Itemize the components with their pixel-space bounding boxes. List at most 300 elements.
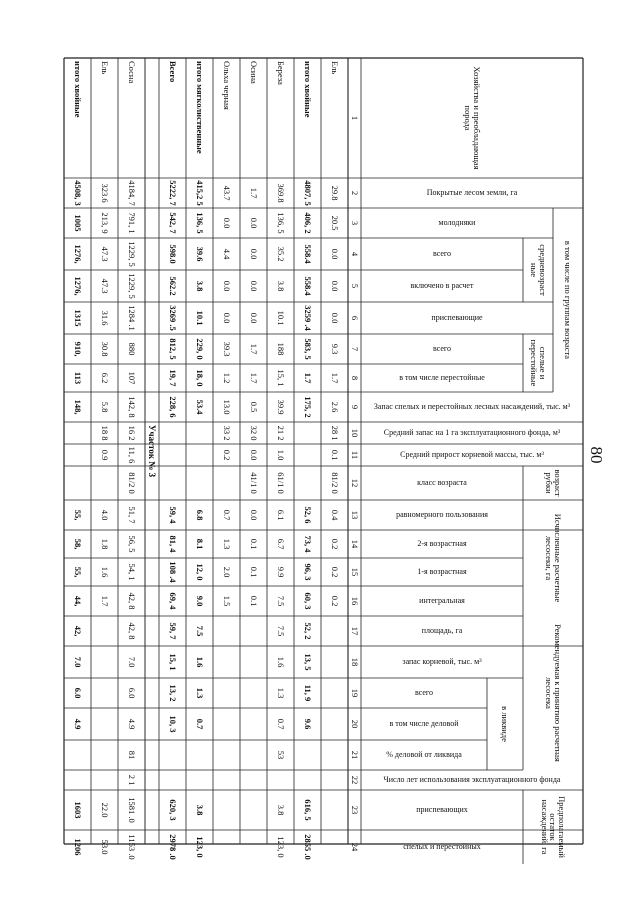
header-middle-total: всего — [432, 248, 451, 258]
data-cell: 22.0 — [99, 802, 110, 818]
data-cell: 1.8 — [99, 538, 110, 550]
data-cell — [213, 466, 240, 500]
data-cell: 21 2 — [275, 425, 286, 441]
column-number: 17 — [349, 626, 360, 636]
header-liquid-total: всего — [414, 687, 433, 697]
data-cell: 0.1 — [248, 566, 259, 578]
data-cell: 9.3 — [329, 343, 340, 355]
data-cell: 1.7 — [248, 343, 259, 355]
data-cell: 6.0 — [72, 687, 83, 699]
data-cell: 73, 4 — [302, 535, 313, 553]
data-cell: 6.8 — [194, 509, 205, 521]
data-cell: 108 .4 — [167, 561, 178, 583]
header-first-age: 1-я возрастная — [417, 566, 467, 576]
data-cell: 6.2 — [99, 372, 110, 384]
row-name: итого мягколиственные — [194, 61, 205, 154]
data-cell — [321, 646, 348, 678]
data-cell: 9.6 — [302, 718, 313, 730]
column-number: 5 — [349, 283, 360, 289]
data-cell: 53.4 — [194, 399, 205, 415]
data-cell: 542, 7 — [167, 212, 178, 234]
data-cell: 7.5 — [194, 625, 205, 637]
data-cell: 9.9 — [275, 566, 286, 578]
data-cell — [159, 466, 186, 500]
data-cell: 4.4 — [221, 248, 232, 260]
data-cell — [186, 444, 213, 466]
column-number: 11 — [349, 450, 360, 460]
data-cell: 4.0 — [99, 509, 110, 521]
data-cell: 15, 1 — [275, 369, 286, 387]
forest-fund-table — [72, 58, 583, 860]
data-cell: 60, 3 — [302, 592, 313, 610]
data-cell: 0.1 — [248, 538, 259, 550]
data-cell: 123, 0 — [275, 836, 286, 858]
data-cell: 213, 9 — [99, 212, 110, 234]
data-cell: 53.0 — [99, 839, 110, 855]
data-cell — [321, 790, 348, 830]
header-remaining-mature: спелых и перестойных — [403, 841, 481, 851]
data-cell: 1.6 — [99, 566, 110, 578]
column-number: 18 — [349, 657, 360, 667]
data-cell — [186, 770, 213, 790]
data-cell: 59, 4 — [167, 506, 178, 524]
data-cell — [64, 422, 91, 444]
column-number: 16 — [349, 596, 360, 606]
data-cell: 55, — [72, 566, 83, 578]
data-cell: 19, 7 — [167, 369, 178, 387]
header-integral: интегральная — [419, 595, 465, 605]
data-cell: 0.0 — [248, 280, 259, 292]
data-cell: 1.3 — [194, 687, 205, 699]
header-calculated-cuts: Исчисленные расчетные лесосеки, га — [544, 513, 563, 603]
data-cell: 1276, — [72, 244, 83, 264]
data-cell: 54, 1 — [126, 563, 137, 581]
column-number: 24 — [349, 842, 360, 852]
data-cell — [294, 770, 321, 790]
data-cell — [267, 770, 294, 790]
data-cell: 18 8 — [99, 425, 110, 441]
rotated-table-area — [72, 58, 583, 860]
data-cell: 598.0 — [167, 244, 178, 264]
data-cell: 7.5 — [275, 625, 286, 637]
row-name: Ель — [329, 61, 340, 75]
column-number: 14 — [349, 539, 360, 549]
data-cell: 59, 7 — [167, 622, 178, 640]
data-cell: 1229, 5 — [126, 273, 137, 299]
row-name: Ель — [99, 61, 110, 75]
data-cell: 0.2 — [329, 538, 340, 550]
data-cell — [294, 466, 321, 500]
data-cell: 4.9 — [126, 718, 137, 730]
data-cell — [321, 830, 348, 864]
data-cell: 2855 .0 — [302, 834, 313, 860]
data-cell: 1.3 — [221, 538, 232, 550]
header-middle-age: средневозраст ные — [529, 244, 548, 296]
data-cell — [213, 708, 240, 740]
data-cell: 3.8 — [275, 280, 286, 292]
data-cell: 1005 — [72, 214, 83, 232]
data-cell: 0.0 — [248, 449, 259, 461]
data-cell: 406, 2 — [302, 212, 313, 234]
row-name: Береза — [275, 61, 286, 85]
data-cell: 0.0 — [221, 312, 232, 324]
data-cell — [159, 770, 186, 790]
data-cell: 1153 .0 — [126, 834, 137, 860]
data-cell: 44, — [72, 595, 83, 607]
data-cell: 42, 8 — [126, 592, 137, 610]
data-cell: 1276, — [72, 276, 83, 296]
data-cell: 415,2 5 — [194, 180, 205, 206]
column-number: 2 — [349, 190, 360, 196]
data-cell: 58, — [72, 538, 83, 550]
data-cell: 791, 1 — [126, 212, 137, 234]
data-cell — [186, 466, 213, 500]
row-name: итого хвойные — [72, 61, 83, 118]
data-cell: 3259 .4 — [302, 305, 313, 331]
header-mature: спелые и перестойные — [529, 339, 548, 387]
row-name: Осина — [248, 61, 259, 84]
header-premature: приспевающие — [431, 312, 483, 322]
data-cell: 558.4 — [302, 276, 313, 296]
data-cell: 0.0 — [248, 312, 259, 324]
data-cell — [186, 422, 213, 444]
column-number: 7 — [349, 346, 360, 352]
header-mature-total: всего — [432, 343, 451, 353]
data-cell: 32 0 — [248, 425, 259, 441]
column-number: 12 — [349, 478, 360, 488]
data-cell: 47.3 — [99, 278, 110, 294]
data-cell: 4184, 7 — [126, 180, 137, 206]
data-cell: 28 1 — [329, 425, 340, 441]
data-cell: 1.7 — [302, 372, 313, 384]
data-cell: 175, 2 — [302, 396, 313, 418]
data-cell — [321, 770, 348, 790]
data-cell: 369.8 — [275, 183, 286, 203]
data-cell: 0.0 — [221, 280, 232, 292]
column-number: 6 — [349, 315, 360, 321]
data-cell: 0.0 — [221, 217, 232, 229]
data-cell: 0.5 — [248, 401, 259, 413]
data-cell — [159, 444, 186, 466]
data-cell: 0.0 — [329, 312, 340, 324]
row-name: Всего — [167, 61, 178, 83]
data-cell: 0.2 — [329, 566, 340, 578]
data-cell: 3.8 — [194, 804, 205, 816]
data-cell: 4.9 — [72, 718, 83, 730]
data-cell — [91, 740, 118, 770]
data-cell: 2.0 — [221, 566, 232, 578]
data-cell: 3.8 — [275, 804, 286, 816]
data-cell: 1.2 — [221, 372, 232, 384]
column-number: 15 — [349, 567, 360, 577]
data-cell: 9.0 — [194, 595, 205, 607]
data-cell: 0.0 — [329, 280, 340, 292]
header-young: молодняки — [438, 217, 476, 227]
data-cell: 52, 6 — [302, 506, 313, 524]
data-cell: 41/1 0 — [248, 472, 259, 494]
data-cell: 1.6 — [194, 656, 205, 668]
data-cell: 910, — [72, 341, 83, 357]
data-cell: 6.1 — [275, 509, 286, 521]
data-cell: 0.9 — [99, 449, 110, 461]
header-liquid: в ликвиде — [500, 706, 511, 742]
data-cell: 2 1 — [126, 774, 137, 786]
column-number: 10 — [349, 428, 360, 438]
data-cell: 229, 0 — [194, 338, 205, 360]
data-cell — [213, 830, 240, 864]
data-cell: 13, 2 — [167, 684, 178, 702]
data-cell — [64, 466, 91, 500]
data-cell: 323.6 — [99, 183, 110, 203]
data-cell: 6.0 — [126, 687, 137, 699]
data-cell: 96, 3 — [302, 563, 313, 581]
data-cell: 69, 4 — [167, 592, 178, 610]
data-cell: 107 — [126, 371, 137, 385]
data-cell — [64, 444, 91, 466]
data-cell — [213, 770, 240, 790]
data-cell: 5.8 — [99, 401, 110, 413]
data-cell: 13.0 — [221, 399, 232, 415]
data-cell: 81 — [126, 750, 137, 760]
data-cell: 35.2 — [275, 246, 286, 262]
data-cell: 0.4 — [329, 509, 340, 521]
data-cell — [294, 444, 321, 466]
data-cell: 81/2 0 — [329, 472, 340, 494]
data-cell — [213, 616, 240, 646]
data-cell — [213, 678, 240, 708]
column-number: 9 — [349, 404, 360, 410]
data-cell — [159, 422, 186, 444]
data-cell: 1.0 — [275, 449, 286, 461]
data-cell: 0.2 — [221, 449, 232, 461]
column-number: 4 — [349, 251, 360, 257]
data-cell: 0.7 — [221, 509, 232, 521]
data-cell: 1.6 — [275, 656, 286, 668]
data-cell: 11, 6 — [126, 446, 137, 464]
data-cell — [64, 770, 91, 790]
data-cell — [91, 466, 118, 500]
data-cell: 1.7 — [248, 372, 259, 384]
header-root-stock: запас корневой, тыс. м³ — [402, 656, 482, 666]
data-cell: 136, 5 — [194, 212, 205, 234]
data-cell: 53 — [275, 750, 286, 760]
data-cell: 8.1 — [194, 538, 205, 550]
data-cell: 1206 — [72, 838, 83, 856]
data-cell: 30.8 — [99, 341, 110, 357]
data-cell — [321, 740, 348, 770]
row-name: итого хвойные — [302, 61, 313, 118]
column-number: 8 — [349, 375, 360, 381]
data-cell: 52, 2 — [302, 622, 313, 640]
header-avg-stock: Средний запас на 1 га эксплуатационного фонда, м³ — [383, 427, 561, 437]
section-label: Участок № 3 — [147, 424, 157, 478]
header-cutting-age: возраст рубки — [544, 469, 563, 497]
data-cell — [321, 708, 348, 740]
data-cell — [91, 646, 118, 678]
data-cell: 1229, 5 — [126, 241, 137, 267]
data-cell — [240, 770, 267, 790]
data-cell: 1.7 — [99, 595, 110, 607]
data-cell: 39.3 — [221, 341, 232, 357]
data-cell — [294, 422, 321, 444]
data-cell: 562.2 — [167, 276, 178, 296]
data-cell: 56, 5 — [126, 535, 137, 553]
data-cell: 39.6 — [194, 246, 205, 262]
data-cell: 3269 .5 — [167, 305, 178, 331]
data-cell: 7.0 — [72, 656, 83, 668]
header-uniform: равномерного пользования — [396, 509, 488, 519]
data-cell — [213, 740, 240, 770]
data-cell: 29.8 — [329, 185, 340, 201]
data-cell: 15, 1 — [167, 653, 178, 671]
data-cell — [64, 740, 91, 770]
header-species: Хозяйства и преобладающая порода — [463, 66, 482, 170]
header-age-class: класс возраста — [417, 477, 467, 487]
data-cell — [240, 678, 267, 708]
data-cell: 616, 5 — [302, 799, 313, 821]
data-cell — [91, 770, 118, 790]
data-cell: 620, 3 — [167, 799, 178, 821]
data-cell — [213, 646, 240, 678]
data-cell — [321, 678, 348, 708]
data-cell: 0.7 — [275, 718, 286, 730]
data-cell: 1581 .0 — [126, 797, 137, 823]
data-cell: 12, 0 — [194, 563, 205, 581]
data-cell: 51, 7 — [126, 506, 137, 524]
data-cell: 81/2 0 — [126, 472, 137, 494]
data-cell — [240, 790, 267, 830]
data-cell — [91, 678, 118, 708]
data-cell: 1.7 — [329, 372, 340, 384]
data-cell: 1.5 — [221, 595, 232, 607]
data-cell: 4807, 5 — [302, 180, 313, 206]
data-cell — [91, 708, 118, 740]
data-cell: 812, 5 — [167, 338, 178, 360]
data-cell — [240, 830, 267, 864]
column-number: 20 — [349, 719, 360, 729]
data-cell — [240, 616, 267, 646]
data-cell: 5222, 7 — [167, 180, 178, 206]
data-cell: 123, 0 — [194, 836, 205, 858]
header-years: Число лет использования эксплуатационного фонда — [383, 774, 561, 784]
data-cell — [240, 708, 267, 740]
column-number: 21 — [349, 750, 360, 760]
data-cell: 1.7 — [248, 187, 259, 199]
column-number: 13 — [349, 510, 360, 520]
header-remaining-premature: приспевающих — [416, 804, 468, 814]
data-cell: 0.1 — [329, 449, 340, 461]
data-cell: 7.5 — [275, 595, 286, 607]
data-cell: 47.3 — [99, 246, 110, 262]
header-overmature: в том числе перестойные — [399, 372, 485, 382]
data-cell: 0.7 — [194, 718, 205, 730]
data-cell: 228, 6 — [167, 396, 178, 418]
data-cell: 61/1 0 — [275, 472, 286, 494]
data-cell: 0.0 — [248, 248, 259, 260]
data-cell: 142, 8 — [126, 396, 137, 418]
data-cell: 55, — [72, 509, 83, 521]
header-commercial: в том числе деловой — [389, 718, 459, 728]
header-commercial-percent: % деловой от ликвида — [386, 749, 462, 759]
data-cell: 39.9 — [275, 399, 286, 415]
data-cell: 20.5 — [329, 215, 340, 231]
header-age-groups: в том числе по группам возраста — [563, 240, 574, 360]
data-cell: 42, — [72, 625, 83, 637]
data-cell: 10, 3 — [167, 715, 178, 733]
data-cell: 42, 8 — [126, 622, 137, 640]
data-cell: 558.4 — [302, 244, 313, 264]
page-number: 80 — [587, 446, 606, 464]
data-cell: 1315 — [72, 309, 83, 327]
data-cell: 2978 .0 — [167, 834, 178, 860]
data-cell — [213, 790, 240, 830]
column-number: 19 — [349, 688, 360, 698]
data-cell: 880 — [126, 342, 137, 356]
data-cell — [91, 616, 118, 646]
data-cell: 2.6 — [329, 401, 340, 413]
row-name: Сосна — [126, 61, 137, 84]
data-cell: 43.7 — [221, 185, 232, 201]
data-cell: 148, — [72, 399, 83, 415]
data-cell: 0.0 — [248, 217, 259, 229]
data-cell: 583, 5 — [302, 338, 313, 360]
data-cell: 1603 — [72, 801, 83, 819]
data-cell: 6.7 — [275, 538, 286, 550]
column-number: 1 — [349, 115, 360, 121]
data-cell — [159, 740, 186, 770]
data-cell: 18, 0 — [194, 369, 205, 387]
data-cell: 13, 5 — [302, 653, 313, 671]
data-cell: 31.6 — [99, 310, 110, 326]
data-cell: 113 — [72, 371, 83, 385]
data-cell: 1.3 — [275, 687, 286, 699]
data-cell: 0.0 — [248, 509, 259, 521]
header-recommended-cut: Рекомендуемая к принятию расчетная лесосека — [544, 624, 563, 762]
header-stock: Запас спелых и перестойных лесных насаждений, тыс. м³ — [373, 401, 571, 411]
data-cell: 7.0 — [126, 656, 137, 668]
data-cell: 0.2 — [329, 595, 340, 607]
data-cell — [186, 740, 213, 770]
data-cell — [294, 740, 321, 770]
data-cell: 0.0 — [329, 248, 340, 260]
data-cell: 11, 9 — [302, 684, 313, 702]
data-cell: 3.8 — [194, 280, 205, 292]
data-cell — [240, 646, 267, 678]
data-cell — [321, 616, 348, 646]
data-cell: 16 2 — [126, 425, 137, 441]
data-cell: 33 2 — [221, 425, 232, 441]
header-avg-growth: Средний прирост корневой массы, тыс. м³ — [400, 449, 544, 459]
column-number: 3 — [349, 220, 360, 226]
data-cell: 136, 5 — [275, 212, 286, 234]
data-cell: 1284 .1 — [126, 305, 137, 331]
data-cell: 10.1 — [194, 310, 205, 326]
header-second-age: 2-я возрастная — [417, 538, 467, 548]
data-cell: 4508, 3 — [72, 180, 83, 206]
data-cell — [240, 740, 267, 770]
row-name: Ольха черная — [221, 61, 232, 110]
column-number: 23 — [349, 805, 360, 815]
data-cell: 0.1 — [248, 595, 259, 607]
header-forest-area: Покрытые лесом земли, га — [426, 187, 518, 197]
header-middle-included: включено в расчет — [410, 280, 474, 290]
data-cell: 10.1 — [275, 310, 286, 326]
header-remaining: Предполагаемый остаток насаждений, га — [539, 796, 568, 858]
data-cell: 81, 4 — [167, 535, 178, 553]
data-cell: 188 — [275, 342, 286, 356]
header-area: площадь, га — [421, 625, 463, 635]
column-number: 22 — [349, 775, 360, 785]
